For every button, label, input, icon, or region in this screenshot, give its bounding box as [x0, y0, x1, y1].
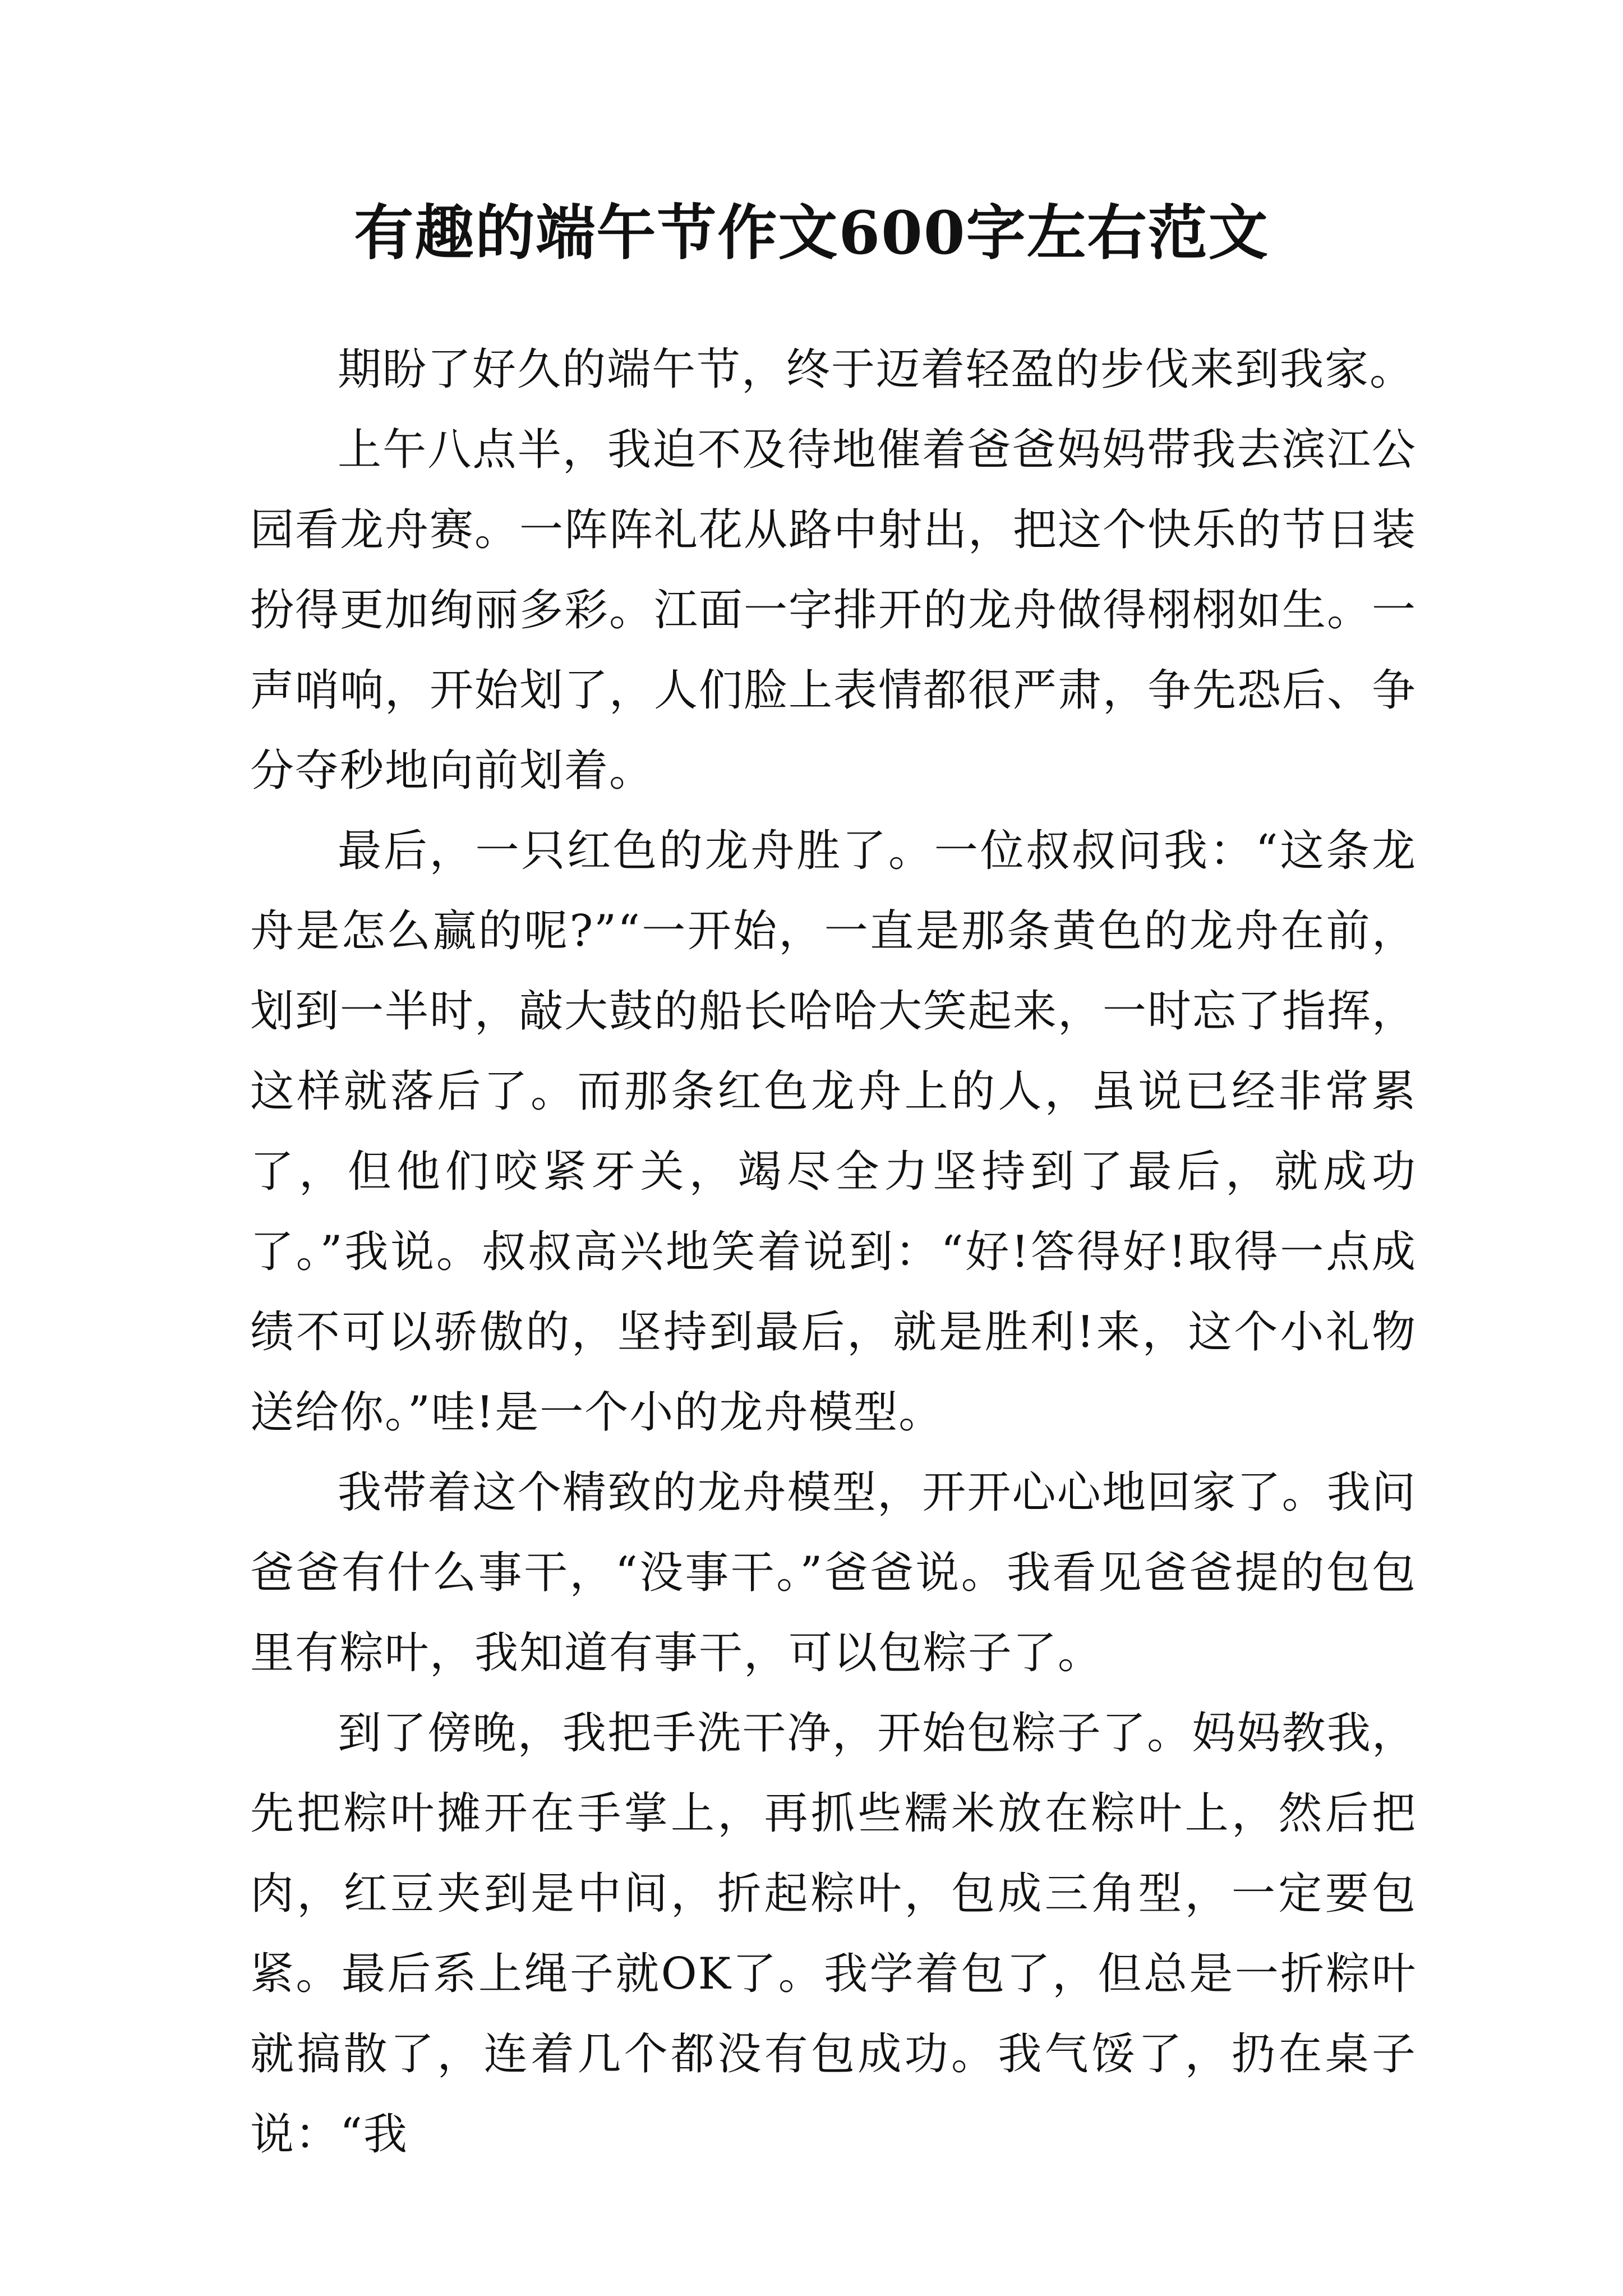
- paragraph-3: 最后，一只红色的龙舟胜了。一位叔叔问我：“这条龙舟是怎么赢的呢?”“一开始，一直是那条黄色的龙舟在前，划到一半时，敲大鼓的船长哈哈大笑起来，一时忘了指挥，这样就落后了。而那条红色龙舟上的人，虽说已经非常累了，但他们咬紧牙关，竭尽全力坚持到了最后，就成功了。”我说。叔叔高兴地笑着说到：“好!答得好!取得一点成绩不可以骄傲的，坚持到最后，就是胜利!来，这个小礼物送给你。”哇!是一个小的龙舟模型。: [250, 826, 1417, 1438]
- paragraph-1: 期盼了好久的端午节，终于迈着轻盈的步伐来到我家。: [338, 344, 1415, 395]
- paragraph-4: 我带着这个精致的龙舟模型，开开心心地回家了。我问爸爸有什么事干，“没事干。”爸爸说。我看见爸爸提的包包里有粽叶，我知道有事干，可以包粽子了。: [250, 1467, 1417, 1678]
- paragraph-5: 到了傍晚，我把手洗干净，开始包粽子了。妈妈教我，先把粽叶摊开在手掌上，再抓些糯米放在粽叶上，然后把肉，红豆夹到是中间，折起粽叶，包成三角型，一定要包紧。最后系上绳子就OK了。我学着包了，但总是一折粽叶就搞散了，连着几个都没有包成功。我气馁了，扔在桌子说：“我: [250, 1708, 1417, 2160]
- document-body: [250, 330, 1417, 2175]
- paragraph-2: 上午八点半，我迫不及待地催着爸爸妈妈带我去滨江公园看龙舟赛。一阵阵礼花从路中射出，把这个快乐的节日装扮得更加绚丽多彩。江面一字排开的龙舟做得栩栩如生。一声哨响，开始划了，人们脸上表情都很严肃，争先恐后、争分夺秒地向前划着。: [250, 425, 1417, 796]
- document-title: 有趣的端午节作文600字左右范文: [354, 197, 1269, 268]
